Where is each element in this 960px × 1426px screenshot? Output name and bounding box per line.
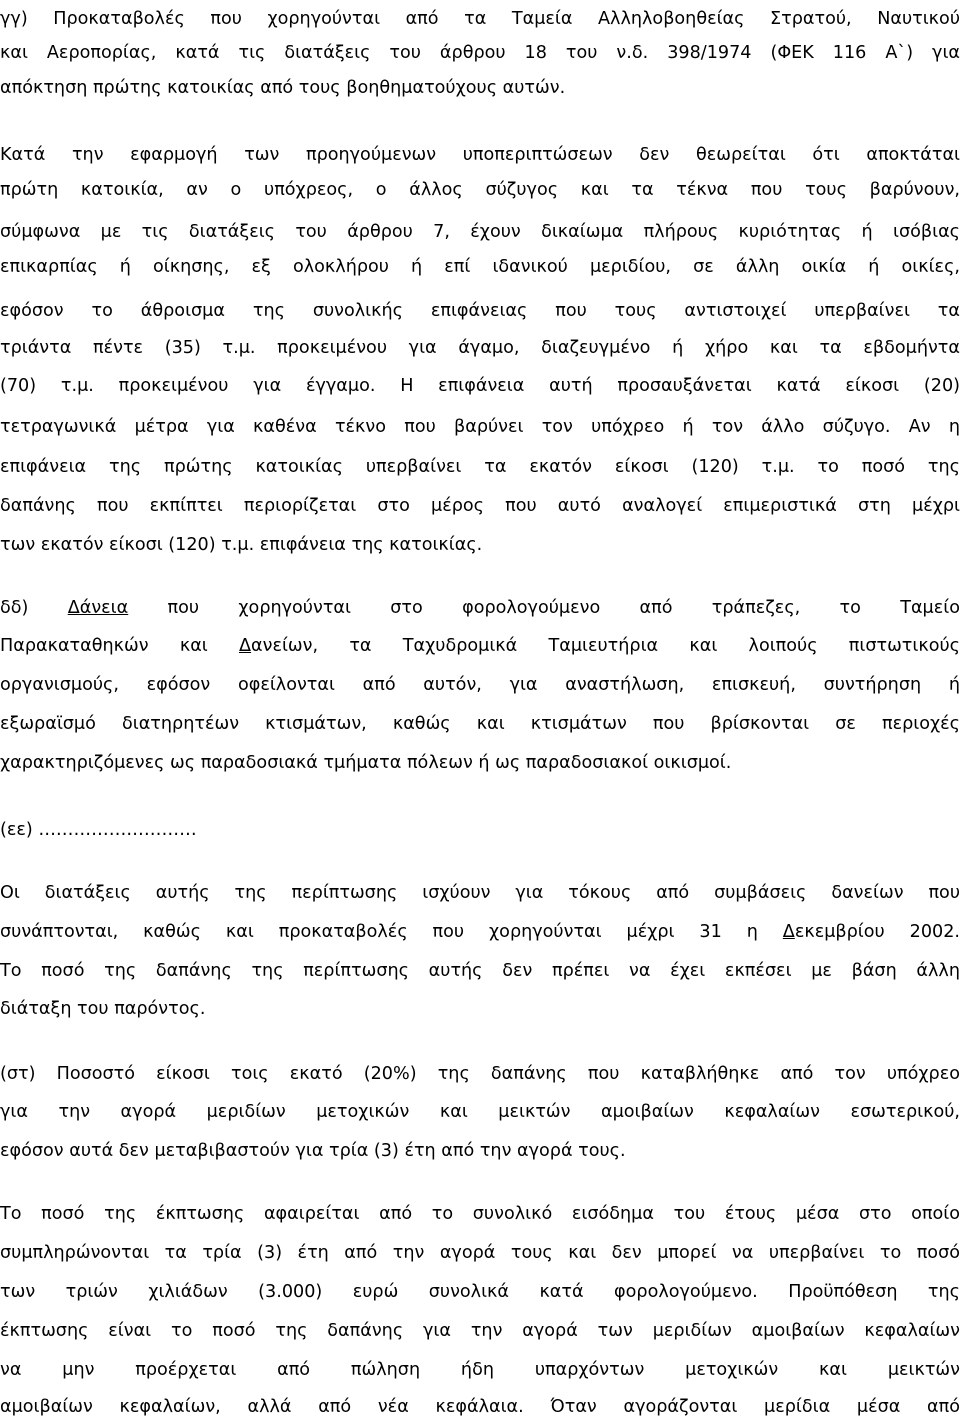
- text-line: επικαρπίας ή οίκησης, εξ ολοκλήρου ή επί ιδανικού μεριδίου, σε άλλη οικία ή οικίες,: [0, 257, 960, 277]
- text-line: [0, 591, 960, 625]
- text-line: των εκατόν είκοσι (120) τ.μ. επιφάνεια της κατοικίας.: [0, 535, 483, 555]
- text-fragment: δδ): [0, 598, 68, 618]
- text-line: και Αεροπορίας, κατά τις διατάξεις του άρθρου 18 του ν.δ. 398/1974 (ΦΕΚ 116 Α`) για: [0, 43, 960, 63]
- text-fragment: Παρακαταθηκών και: [0, 636, 239, 656]
- underlined-text: Δάνεια: [67, 598, 129, 618]
- text-line: απόκτηση πρώτης κατοικίας από τους βοηθηματούχους αυτών.: [0, 78, 566, 98]
- text-line: συμπληρώνονται τα τρία (3) έτη από την αγορά τους και δεν μπορεί να υπερβαίνει το ποσό: [0, 1243, 960, 1263]
- text-line: τετραγωνικά μέτρα για καθένα τέκνο που βαρύνει τον υπόχρεο ή τον άλλο σύζυγο. Αν η: [0, 417, 960, 437]
- text-line: (εε) ………………………: [0, 820, 197, 840]
- text-line: για την αγορά μεριδίων μετοχικών και μεικτών αμοιβαίων κεφαλαίων εσωτερικού,: [0, 1102, 960, 1122]
- text-line: γγ) Προκαταβολές που χορηγούνται από τα Ταμεία Αλληλοβοηθείας Στρατού, Ναυτικού: [0, 9, 960, 29]
- text-line: έκπτωσης είναι το ποσό της δαπάνης για την αγορά των μεριδίων αμοιβαίων κεφαλαίων: [0, 1321, 960, 1341]
- text-fragment: συνάπτονται, καθώς και προκαταβολές που χορηγούνται μέχρι 31 η: [0, 922, 783, 942]
- text-fragment: που χορηγούνται στο φορολογούμενο από τράπεζες, το Ταμείο: [128, 598, 960, 618]
- text-line: τριάντα πέντε (35) τ.μ. προκειμένου για άγαμο, διαζευγμένο ή χήρο και τα εβδομήντα: [0, 338, 960, 358]
- text-line: διάταξη του παρόντος.: [0, 999, 206, 1019]
- text-line: εξωραϊσμό διατηρητέων κτισμάτων, καθώς και κτισμάτων που βρίσκονται σε περιοχές: [0, 714, 960, 734]
- text-line: δαπάνης που εκπίπτει περιορίζεται στο μέρος που αυτό αναλογεί επιμεριστικά στη μέχρι: [0, 496, 960, 516]
- text-line: Οι διατάξεις αυτής της περίπτωσης ισχύουν για τόκους από συμβάσεις δανείων που: [0, 883, 960, 903]
- text-line: οργανισμούς, εφόσον οφείλονται από αυτόν, για αναστήλωση, επισκευή, συντήρηση ή: [0, 675, 960, 695]
- underlined-text: Δ: [782, 922, 795, 942]
- text-line: Κατά την εφαρμογή των προηγούμενων υποπεριπτώσεων δεν θεωρείται ότι αποκτάται: [0, 145, 960, 165]
- text-fragment: εκεμβρίου 2002.: [794, 922, 960, 942]
- text-line: σύμφωνα με τις διατάξεις του άρθρου 7, έχουν δικαίωμα πλήρους κυριότητας ή ισόβιας: [0, 222, 960, 242]
- text-line: (70) τ.μ. προκειμένου για έγγαμο. Η επιφάνεια αυτή προσαυξάνεται κατά είκοσι (20): [0, 376, 960, 396]
- text-line: να μην προέρχεται από πώληση ήδη υπαρχόντων μετοχικών και μεικτών: [0, 1360, 960, 1380]
- text-line: επιφάνεια της πρώτης κατοικίας υπερβαίνει τα εκατόν είκοσι (120) τ.μ. το ποσό της: [0, 457, 960, 477]
- text-line: εφόσον το άθροισμα της συνολικής επιφάνειας που τους αντιστοιχεί υπερβαίνει τα: [0, 301, 960, 321]
- text-line: πρώτη κατοικία, αν ο υπόχρεος, ο άλλος σύζυγος και τα τέκνα που τους βαρύνουν,: [0, 180, 960, 200]
- text-line: [0, 629, 960, 663]
- text-line: Το ποσό της έκπτωσης αφαιρείται από το συνολικό εισόδημα του έτους μέσα στο οποίο: [0, 1204, 960, 1224]
- text-fragment: ανείων, τα Ταχυδρομικά Ταμιευτήρια και λοιπούς πιστωτικούς: [251, 636, 960, 656]
- text-line: χαρακτηριζόμενες ως παραδοσιακά τμήματα πόλεων ή ως παραδοσιακοί οικισμοί.: [0, 753, 732, 773]
- text-line: των τριών χιλιάδων (3.000) ευρώ συνολικά κατά φορολογούμενο. Προϋπόθεση της: [0, 1282, 960, 1302]
- text-line: [0, 915, 960, 949]
- text-line: αμοιβαίων κεφαλαίων, αλλά από νέα κεφάλαια. Όταν αγοράζονται μερίδια μέσα από: [0, 1397, 960, 1417]
- text-line: εφόσον αυτά δεν μεταβιβαστούν για τρία (3) έτη από την αγορά τους.: [0, 1141, 626, 1161]
- underlined-text: Δ: [239, 636, 252, 656]
- text-line: Το ποσό της δαπάνης της περίπτωσης αυτής δεν πρέπει να έχει εκπέσει με βάση άλλη: [0, 961, 960, 981]
- text-line: (στ) Ποσοστό είκοσι τοις εκατό (20%) της δαπάνης που καταβλήθηκε από τον υπόχρεο: [0, 1064, 960, 1084]
